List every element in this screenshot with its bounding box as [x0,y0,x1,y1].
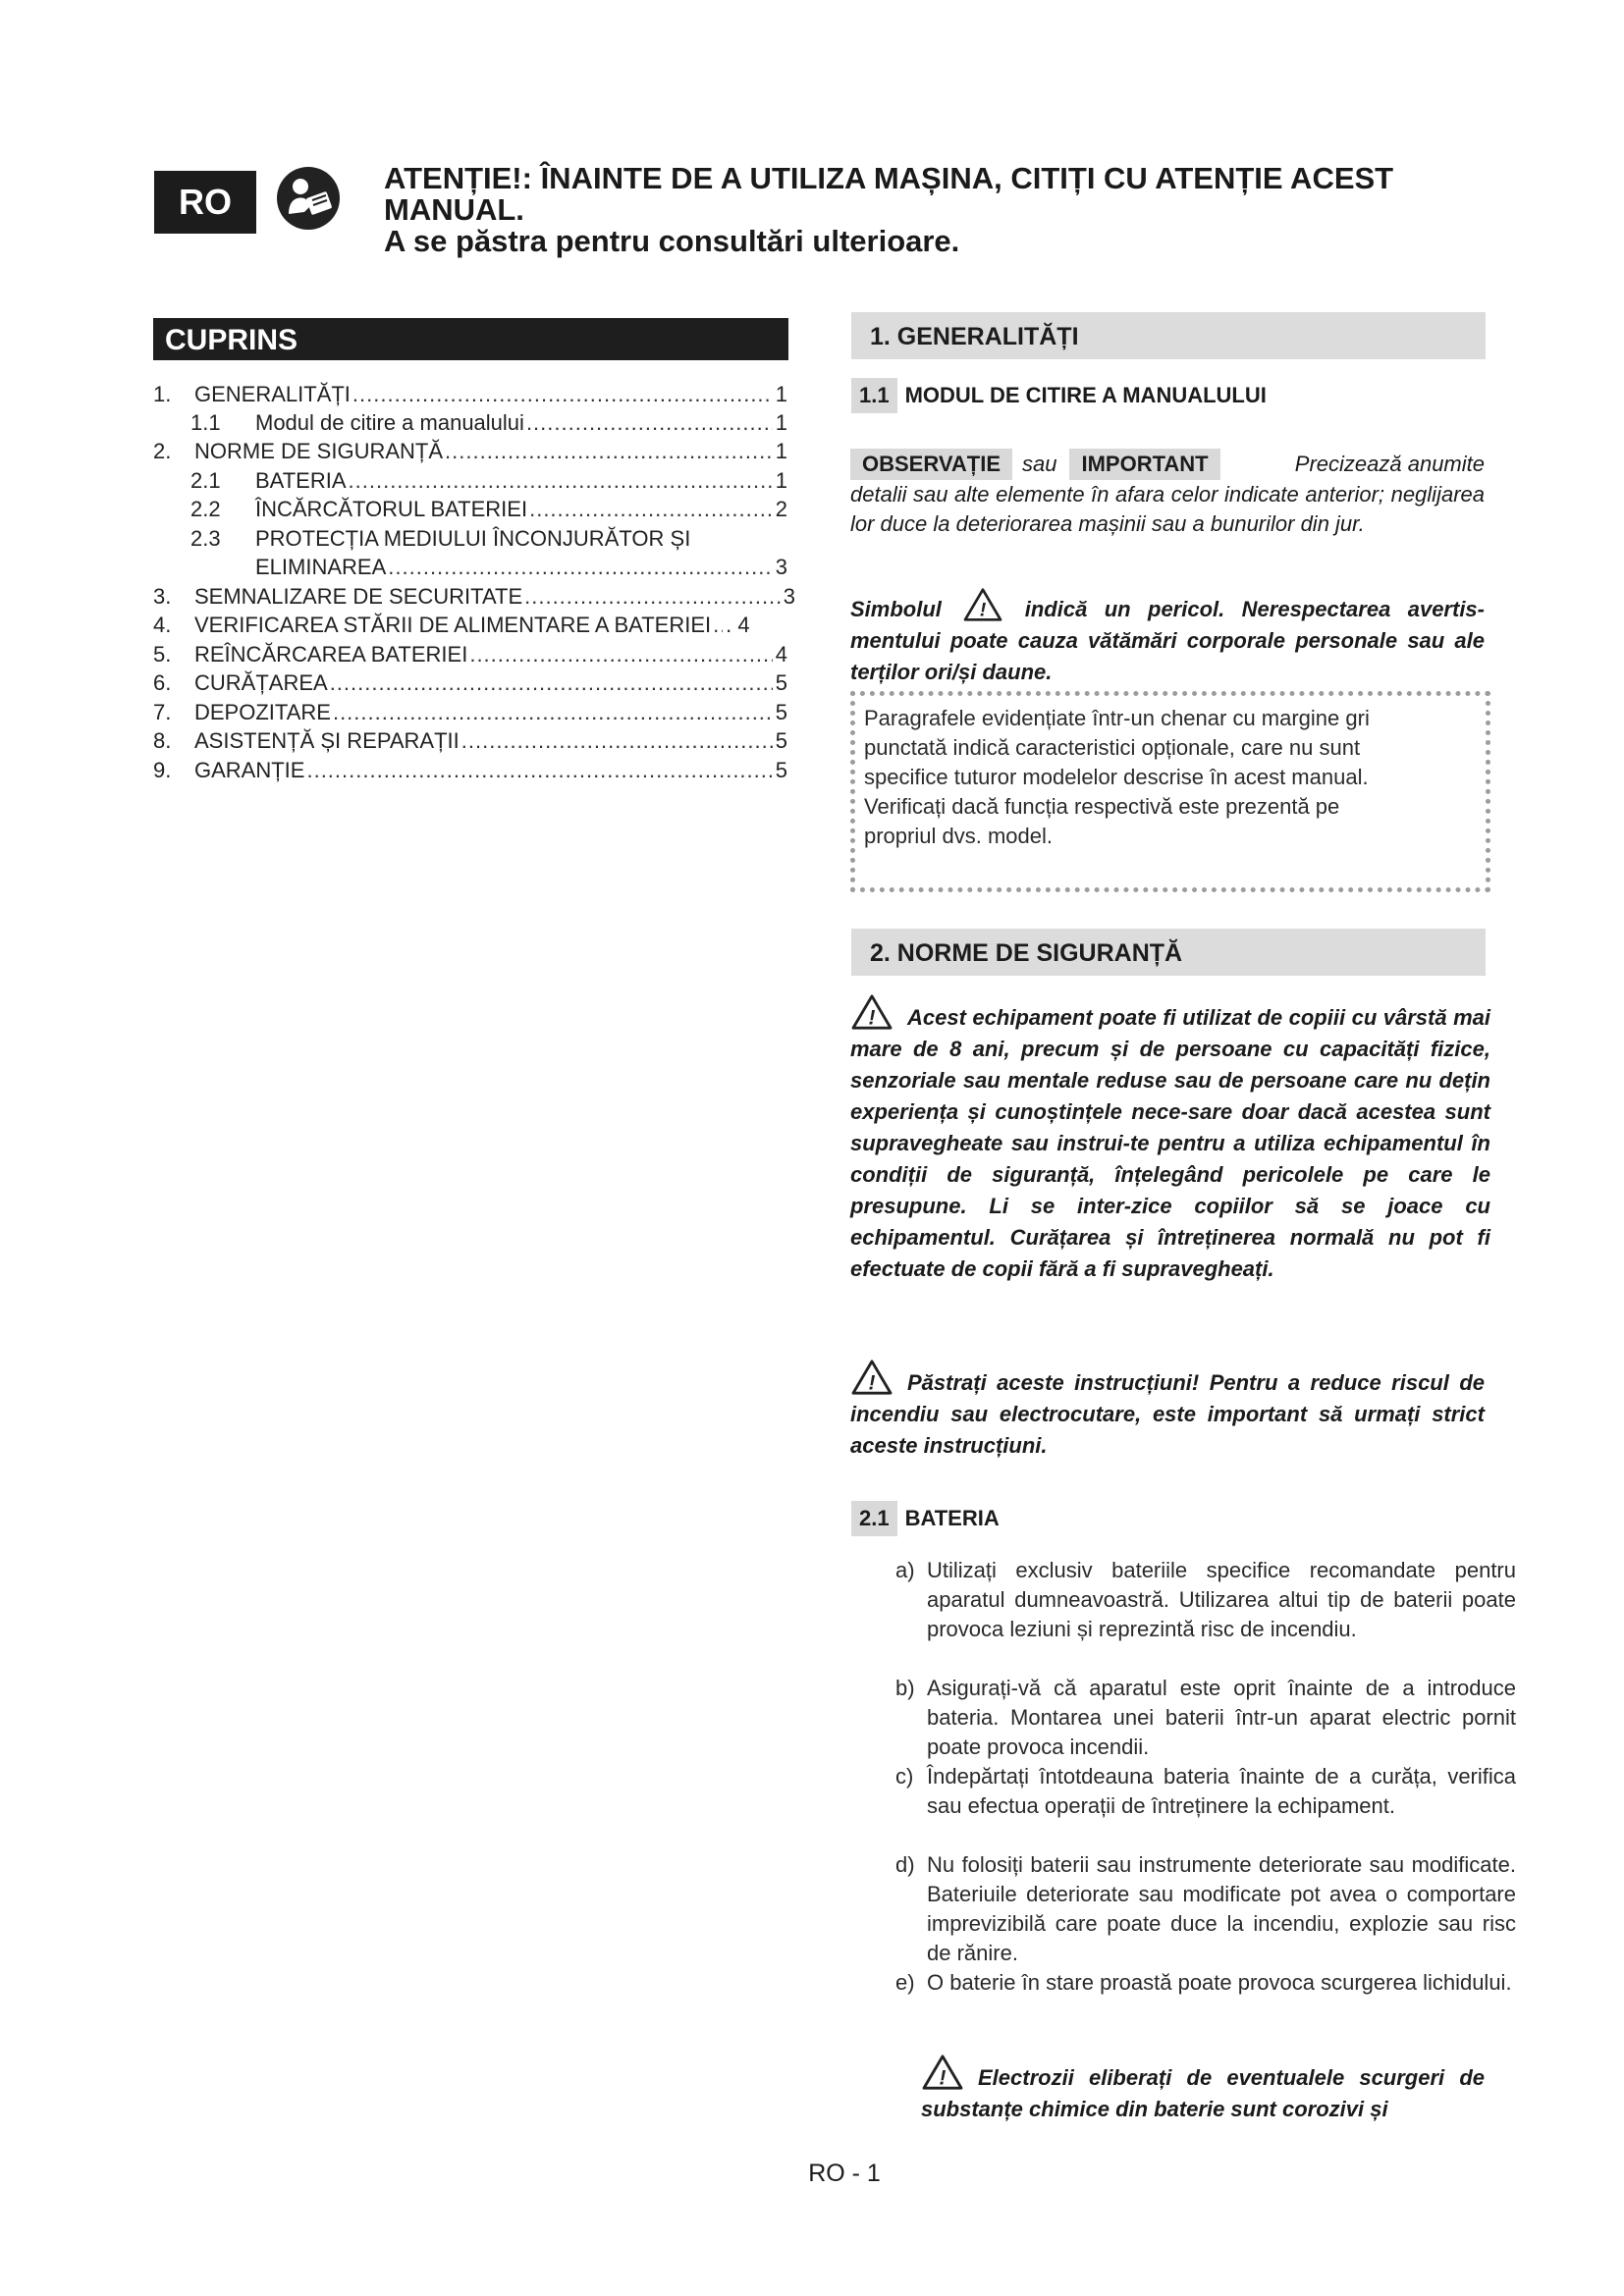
optional-features-text: Paragrafele evidențiate într-un chenar cu margine gri punctată indică caracteristici opționale, care nu sunt specifice tuturor modelelor descrise în acest manual. Verificați dacă funcția respectivă este prezentă pe propriul dvs. model. [864,706,1370,848]
toc-item[interactable]: 2. NORME DE SIGURANȚĂ ..... 1 [153,437,787,465]
svg-text:!: ! [980,599,987,621]
language-badge: RO [154,171,256,234]
section-2-title: 2. NORME DE SIGURANȚĂ [851,929,1486,976]
safety-warning-children-text: Acest echipament poate fi utilizat de copiii cu vârstă mai mare de 8 ani, precum și de persoane cu capacități fizice, senzoriale sau mentale reduse sau de persoane care nu dețin experiența și cunoștințele nece-sare doar dacă acestea sunt supravegheate sau instrui-te pentru a utiliza echipamentul în condiții de siguranță, înțelegând pericolele pe care le presupune. Li se inter-zice copiilor să se joace cu echipamentul. Curățarea și întreținerea normală nu pot fi efectuate de copii fără a fi supravegheați. [850,1005,1490,1281]
subsection-number: 1.1 [851,378,897,413]
subsection-title: BATERIA [904,1506,1000,1530]
symbol-paragraph [850,587,1485,688]
warning-heading [384,163,1523,257]
subsection-2-1-heading [851,1501,1000,1536]
toc-item[interactable]: 7. DEPOZITARE ..... 5 [153,698,787,726]
warning-heading-line2: A se păstra pentru consultări ulterioare. [384,224,960,258]
toc-item[interactable]: 5. REÎNCĂRCAREA BATERIEI ..... 4 [153,640,787,668]
observatie-tag: OBSERVAȚIE [850,449,1012,480]
battery-rule-item: a) Utilizați exclusiv bateriile specifice recomandate pentru aparatul dumneavoastră. Utilizarea altui tip de baterii poate provoca leziuni și reprezintă risc de incendiu. [895,1558,1516,1641]
battery-rule-item: c) Îndepărtați întotdeauna bateria înainte de a curăța, verifica sau efectua operații de întreținere la echipament. [895,1764,1516,1818]
battery-rule-item: d) Nu folosiți baterii sau instrumente deteriorate sau modificate. Bateriuile deteriorate sau modificate pot avea o comportare imprevizibilă care poate duce la incendiu, explozie sau risc de rănire. [895,1852,1516,1965]
warning-heading-line1: ATENȚIE!: ÎNAINTE DE A UTILIZA MAȘINA, CITIȚI CU ATENȚIE ACEST MANUAL. [384,161,1394,227]
keep-instructions-text: Păstrați aceste instrucțiuni! Pentru a reduce riscul de incendiu sau electrocutare, este important să urmați strict aceste instrucțiuni. [850,1370,1485,1458]
subsection-title: MODUL DE CITIRE A MANUALULUI [904,383,1267,407]
safety-warning-children [850,993,1490,1285]
warning-triangle-icon [960,587,1005,622]
subsection-1-1-heading [851,378,1267,413]
toc-item[interactable]: 1.1 Modul de citire a manualului ..... 1 [190,408,787,437]
toc-item[interactable]: 9. GARANȚIE ..... 5 [153,756,787,784]
toc-item[interactable]: 8. ASISTENȚĂ ȘI REPARAȚII ..... 5 [153,726,787,755]
toc-item[interactable]: ELIMINAREA ..... 3 [255,553,787,581]
toc-item[interactable]: 3. SEMNALIZARE DE SECURITATE ..... 3 [153,582,795,611]
safety-warning-keep-instructions [850,1359,1485,1462]
toc-item[interactable]: 1. GENERALITĂȚI ..... 1 [153,380,787,408]
or-word: sau [1022,452,1057,476]
battery-rule-item: e) O baterie în stare proastă poate provoca scurgerea lichidului. [895,1970,1512,1995]
read-manual-icon [275,165,342,232]
notice-paragraph [850,449,1485,539]
svg-text:!: ! [868,1006,876,1030]
warning-triangle-icon [850,1359,893,1396]
electrolyte-warning-text: Electrozii eliberați de eventualele scurgeri de substanțe chimice din baterie sunt corozivi și [921,2065,1485,2121]
toc-title: CUPRINS [153,318,788,360]
toc-item[interactable]: 2.1 BATERIA ..... 1 [190,466,787,495]
warning-triangle-icon [921,2054,964,2091]
page-number: RO - 1 [808,2160,881,2187]
notice-text-line1: Precizează anumite [1294,452,1485,476]
symbol-text-post: indică un pericol. Nerespectarea avertis-mentului poate cauza vătămări corporale personale sau ale terților ori/și daune. [850,597,1485,684]
toc-item[interactable]: 2.3 PROTECȚIA MEDIULUI ÎNCONJURĂTOR ȘI [190,526,691,551]
notice-text: detalii sau alte elemente în afara celor indicate anterior; neglijarea lor duce la deteriorarea mașinii sau a bunurilor din jur. [850,482,1485,536]
svg-text:!: ! [868,1371,876,1395]
symbol-text-pre: Simbolul [850,597,942,621]
battery-rule-item: b) Asigurați-vă că aparatul este oprit înainte de a introduce bateria. Montarea unei baterii într-un aparat electric pornit poate provoca incendii. [895,1676,1516,1759]
toc-item[interactable]: 6. CURĂȚAREA ..... 5 [153,668,787,697]
electrolyte-warning [921,2054,1485,2125]
svg-text:!: ! [939,2066,947,2090]
toc-item[interactable]: 4. VERIFICAREA STĂRII DE ALIMENTARE A BATERIEI ..... . 4 [153,611,797,639]
toc-item[interactable]: 2.2 ÎNCĂRCĂTORUL BATERIEI ..... 2 [190,495,787,523]
important-tag: IMPORTANT [1066,449,1219,480]
section-1-title: 1. GENERALITĂȚI [851,312,1486,359]
warning-triangle-icon [850,993,893,1031]
subsection-number: 2.1 [851,1501,897,1536]
